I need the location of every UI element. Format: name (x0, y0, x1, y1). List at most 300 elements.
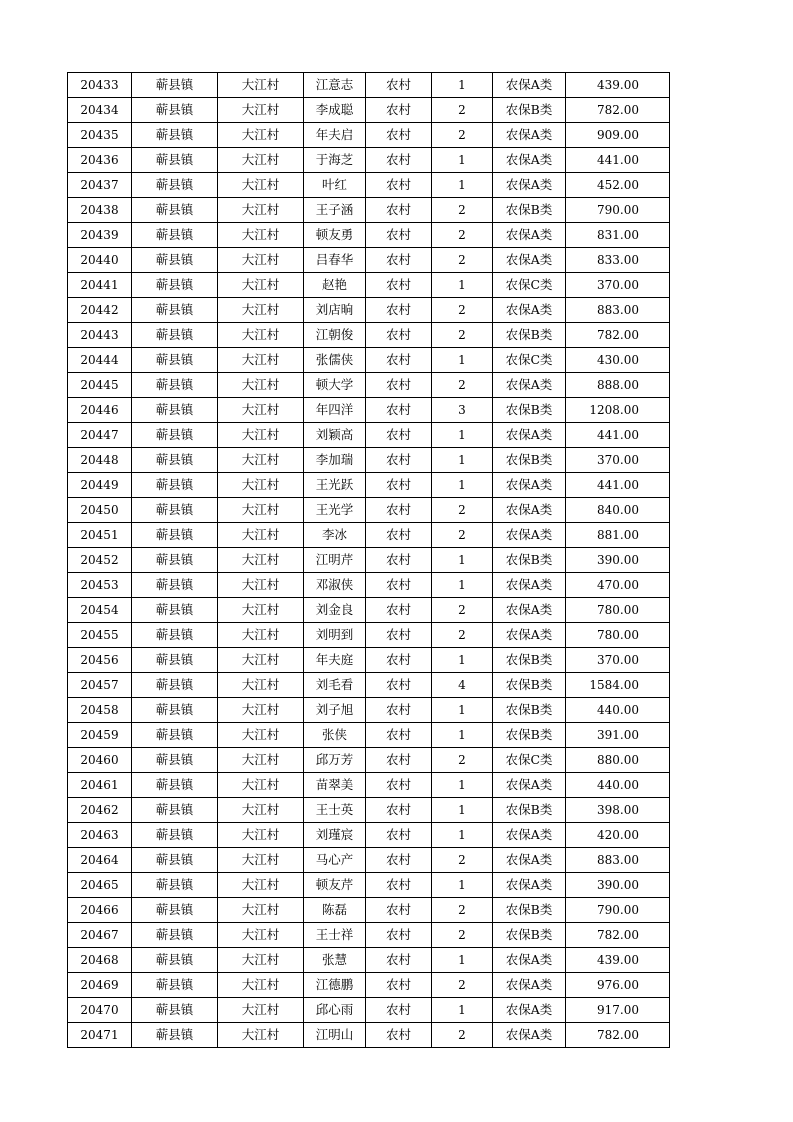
village-cell: 大江村 (218, 323, 304, 348)
table-row (68, 673, 670, 698)
count-cell: 1 (432, 423, 493, 448)
id-cell: 20464 (68, 848, 132, 873)
type-cell: 农村 (366, 548, 432, 573)
id-cell: 20445 (68, 373, 132, 398)
type-cell: 农村 (366, 1023, 432, 1048)
id-cell: 20434 (68, 98, 132, 123)
count-cell: 2 (432, 898, 493, 923)
count-cell: 1 (432, 823, 493, 848)
village-cell: 大江村 (218, 898, 304, 923)
town-cell: 蕲县镇 (132, 973, 218, 998)
type-cell: 农村 (366, 398, 432, 423)
town-cell: 蕲县镇 (132, 998, 218, 1023)
name-cell: 江德鹏 (304, 973, 366, 998)
id-cell: 20458 (68, 698, 132, 723)
table-row (68, 848, 670, 873)
table-row (68, 173, 670, 198)
table-row (68, 123, 670, 148)
town-cell: 蕲县镇 (132, 223, 218, 248)
category-cell: 农保A类 (493, 473, 566, 498)
name-cell: 邱心雨 (304, 998, 366, 1023)
category-cell: 农保A类 (493, 248, 566, 273)
village-cell: 大江村 (218, 523, 304, 548)
amount-cell: 782.00 (566, 1023, 670, 1048)
table-row (68, 348, 670, 373)
town-cell: 蕲县镇 (132, 273, 218, 298)
amount-cell: 1208.00 (566, 398, 670, 423)
village-cell: 大江村 (218, 348, 304, 373)
amount-cell: 390.00 (566, 873, 670, 898)
name-cell: 刘店晌 (304, 298, 366, 323)
category-cell: 农保C类 (493, 273, 566, 298)
table-row (68, 98, 670, 123)
name-cell: 张慧 (304, 948, 366, 973)
type-cell: 农村 (366, 973, 432, 998)
id-cell: 20452 (68, 548, 132, 573)
id-cell: 20457 (68, 673, 132, 698)
count-cell: 1 (432, 348, 493, 373)
table-row (68, 973, 670, 998)
table-row (68, 148, 670, 173)
amount-cell: 780.00 (566, 598, 670, 623)
type-cell: 农村 (366, 898, 432, 923)
name-cell: 吕春华 (304, 248, 366, 273)
category-cell: 农保B类 (493, 98, 566, 123)
count-cell: 2 (432, 198, 493, 223)
id-cell: 20449 (68, 473, 132, 498)
name-cell: 王光学 (304, 498, 366, 523)
amount-cell: 430.00 (566, 348, 670, 373)
amount-cell: 782.00 (566, 923, 670, 948)
amount-cell: 917.00 (566, 998, 670, 1023)
type-cell: 农村 (366, 173, 432, 198)
amount-cell: 440.00 (566, 698, 670, 723)
type-cell: 农村 (366, 923, 432, 948)
category-cell: 农保A类 (493, 598, 566, 623)
name-cell: 年四洋 (304, 398, 366, 423)
id-cell: 20438 (68, 198, 132, 223)
amount-cell: 452.00 (566, 173, 670, 198)
village-cell: 大江村 (218, 498, 304, 523)
name-cell: 江明山 (304, 1023, 366, 1048)
category-cell: 农保B类 (493, 398, 566, 423)
count-cell: 1 (432, 698, 493, 723)
town-cell: 蕲县镇 (132, 773, 218, 798)
count-cell: 2 (432, 223, 493, 248)
name-cell: 江意志 (304, 73, 366, 98)
name-cell: 年夫庭 (304, 648, 366, 673)
id-cell: 20469 (68, 973, 132, 998)
id-cell: 20465 (68, 873, 132, 898)
village-cell: 大江村 (218, 573, 304, 598)
category-cell: 农保A类 (493, 998, 566, 1023)
village-cell: 大江村 (218, 373, 304, 398)
name-cell: 刘毛看 (304, 673, 366, 698)
village-cell: 大江村 (218, 698, 304, 723)
id-cell: 20437 (68, 173, 132, 198)
town-cell: 蕲县镇 (132, 673, 218, 698)
amount-cell: 370.00 (566, 273, 670, 298)
table-row (68, 73, 670, 98)
village-cell: 大江村 (218, 998, 304, 1023)
amount-cell: 831.00 (566, 223, 670, 248)
id-cell: 20455 (68, 623, 132, 648)
name-cell: 叶红 (304, 173, 366, 198)
type-cell: 农村 (366, 848, 432, 873)
count-cell: 1 (432, 73, 493, 98)
amount-cell: 391.00 (566, 723, 670, 748)
type-cell: 农村 (366, 598, 432, 623)
name-cell: 王士英 (304, 798, 366, 823)
town-cell: 蕲县镇 (132, 298, 218, 323)
town-cell: 蕲县镇 (132, 323, 218, 348)
name-cell: 李冰 (304, 523, 366, 548)
name-cell: 张儒侠 (304, 348, 366, 373)
town-cell: 蕲县镇 (132, 173, 218, 198)
type-cell: 农村 (366, 423, 432, 448)
type-cell: 农村 (366, 623, 432, 648)
id-cell: 20463 (68, 823, 132, 848)
name-cell: 陈磊 (304, 898, 366, 923)
table-row (68, 423, 670, 448)
name-cell: 邱万芳 (304, 748, 366, 773)
amount-cell: 441.00 (566, 148, 670, 173)
amount-cell: 909.00 (566, 123, 670, 148)
town-cell: 蕲县镇 (132, 523, 218, 548)
count-cell: 2 (432, 1023, 493, 1048)
village-cell: 大江村 (218, 623, 304, 648)
count-cell: 2 (432, 848, 493, 873)
category-cell: 农保B类 (493, 673, 566, 698)
count-cell: 2 (432, 498, 493, 523)
town-cell: 蕲县镇 (132, 123, 218, 148)
category-cell: 农保B类 (493, 548, 566, 573)
village-cell: 大江村 (218, 473, 304, 498)
name-cell: 刘颖高 (304, 423, 366, 448)
village-cell: 大江村 (218, 73, 304, 98)
count-cell: 2 (432, 973, 493, 998)
data-table (67, 72, 670, 1048)
amount-cell: 790.00 (566, 198, 670, 223)
name-cell: 王子涵 (304, 198, 366, 223)
id-cell: 20435 (68, 123, 132, 148)
name-cell: 王士祥 (304, 923, 366, 948)
amount-cell: 840.00 (566, 498, 670, 523)
id-cell: 20440 (68, 248, 132, 273)
village-cell: 大江村 (218, 148, 304, 173)
name-cell: 顿友芹 (304, 873, 366, 898)
id-cell: 20446 (68, 398, 132, 423)
count-cell: 2 (432, 623, 493, 648)
count-cell: 4 (432, 673, 493, 698)
village-cell: 大江村 (218, 598, 304, 623)
name-cell: 王光跃 (304, 473, 366, 498)
category-cell: 农保A类 (493, 573, 566, 598)
town-cell: 蕲县镇 (132, 248, 218, 273)
count-cell: 2 (432, 598, 493, 623)
table-row (68, 998, 670, 1023)
category-cell: 农保B类 (493, 798, 566, 823)
town-cell: 蕲县镇 (132, 748, 218, 773)
count-cell: 2 (432, 923, 493, 948)
type-cell: 农村 (366, 448, 432, 473)
village-cell: 大江村 (218, 98, 304, 123)
category-cell: 农保B类 (493, 198, 566, 223)
town-cell: 蕲县镇 (132, 423, 218, 448)
count-cell: 2 (432, 123, 493, 148)
table-row (68, 198, 670, 223)
type-cell: 农村 (366, 73, 432, 98)
name-cell: 顿大学 (304, 373, 366, 398)
type-cell: 农村 (366, 123, 432, 148)
category-cell: 农保A类 (493, 498, 566, 523)
amount-cell: 420.00 (566, 823, 670, 848)
name-cell: 江明芹 (304, 548, 366, 573)
town-cell: 蕲县镇 (132, 623, 218, 648)
name-cell: 刘明到 (304, 623, 366, 648)
name-cell: 刘子旭 (304, 698, 366, 723)
town-cell: 蕲县镇 (132, 373, 218, 398)
table-row (68, 723, 670, 748)
name-cell: 刘瑾宸 (304, 823, 366, 848)
town-cell: 蕲县镇 (132, 848, 218, 873)
table-row (68, 1023, 670, 1048)
id-cell: 20462 (68, 798, 132, 823)
category-cell: 农保A类 (493, 423, 566, 448)
id-cell: 20467 (68, 923, 132, 948)
type-cell: 农村 (366, 648, 432, 673)
category-cell: 农保A类 (493, 373, 566, 398)
count-cell: 1 (432, 648, 493, 673)
table-row (68, 473, 670, 498)
type-cell: 农村 (366, 573, 432, 598)
type-cell: 农村 (366, 723, 432, 748)
amount-cell: 470.00 (566, 573, 670, 598)
name-cell: 苗翠美 (304, 773, 366, 798)
id-cell: 20441 (68, 273, 132, 298)
village-cell: 大江村 (218, 223, 304, 248)
table-row (68, 273, 670, 298)
table-row (68, 623, 670, 648)
amount-cell: 398.00 (566, 798, 670, 823)
table-row (68, 248, 670, 273)
amount-cell: 1584.00 (566, 673, 670, 698)
type-cell: 农村 (366, 473, 432, 498)
table-row (68, 948, 670, 973)
amount-cell: 883.00 (566, 298, 670, 323)
village-cell: 大江村 (218, 123, 304, 148)
count-cell: 1 (432, 548, 493, 573)
village-cell: 大江村 (218, 873, 304, 898)
count-cell: 1 (432, 873, 493, 898)
category-cell: 农保A类 (493, 223, 566, 248)
category-cell: 农保A类 (493, 623, 566, 648)
town-cell: 蕲县镇 (132, 948, 218, 973)
table-row (68, 398, 670, 423)
amount-cell: 439.00 (566, 73, 670, 98)
id-cell: 20451 (68, 523, 132, 548)
count-cell: 1 (432, 473, 493, 498)
id-cell: 20447 (68, 423, 132, 448)
village-cell: 大江村 (218, 673, 304, 698)
count-cell: 1 (432, 148, 493, 173)
amount-cell: 441.00 (566, 423, 670, 448)
amount-cell: 976.00 (566, 973, 670, 998)
town-cell: 蕲县镇 (132, 898, 218, 923)
category-cell: 农保B类 (493, 323, 566, 348)
category-cell: 农保A类 (493, 123, 566, 148)
amount-cell: 370.00 (566, 448, 670, 473)
amount-cell: 880.00 (566, 748, 670, 773)
category-cell: 农保A类 (493, 173, 566, 198)
category-cell: 农保A类 (493, 773, 566, 798)
village-cell: 大江村 (218, 823, 304, 848)
village-cell: 大江村 (218, 198, 304, 223)
type-cell: 农村 (366, 873, 432, 898)
amount-cell: 439.00 (566, 948, 670, 973)
amount-cell: 782.00 (566, 323, 670, 348)
id-cell: 20471 (68, 1023, 132, 1048)
id-cell: 20461 (68, 773, 132, 798)
category-cell: 农保B类 (493, 898, 566, 923)
village-cell: 大江村 (218, 773, 304, 798)
name-cell: 李成聪 (304, 98, 366, 123)
village-cell: 大江村 (218, 923, 304, 948)
town-cell: 蕲县镇 (132, 473, 218, 498)
town-cell: 蕲县镇 (132, 823, 218, 848)
table-body (68, 73, 670, 1048)
town-cell: 蕲县镇 (132, 198, 218, 223)
type-cell: 农村 (366, 798, 432, 823)
type-cell: 农村 (366, 98, 432, 123)
village-cell: 大江村 (218, 723, 304, 748)
amount-cell: 390.00 (566, 548, 670, 573)
id-cell: 20454 (68, 598, 132, 623)
amount-cell: 782.00 (566, 98, 670, 123)
count-cell: 2 (432, 373, 493, 398)
village-cell: 大江村 (218, 948, 304, 973)
type-cell: 农村 (366, 673, 432, 698)
id-cell: 20444 (68, 348, 132, 373)
count-cell: 3 (432, 398, 493, 423)
id-cell: 20439 (68, 223, 132, 248)
amount-cell: 780.00 (566, 623, 670, 648)
amount-cell: 833.00 (566, 248, 670, 273)
table-row (68, 298, 670, 323)
type-cell: 农村 (366, 498, 432, 523)
count-cell: 2 (432, 523, 493, 548)
type-cell: 农村 (366, 148, 432, 173)
name-cell: 李加瑞 (304, 448, 366, 473)
id-cell: 20436 (68, 148, 132, 173)
category-cell: 农保A类 (493, 948, 566, 973)
count-cell: 1 (432, 173, 493, 198)
category-cell: 农保A类 (493, 823, 566, 848)
village-cell: 大江村 (218, 648, 304, 673)
town-cell: 蕲县镇 (132, 873, 218, 898)
type-cell: 农村 (366, 373, 432, 398)
category-cell: 农保B类 (493, 648, 566, 673)
category-cell: 农保A类 (493, 148, 566, 173)
village-cell: 大江村 (218, 848, 304, 873)
town-cell: 蕲县镇 (132, 98, 218, 123)
village-cell: 大江村 (218, 298, 304, 323)
id-cell: 20460 (68, 748, 132, 773)
type-cell: 农村 (366, 998, 432, 1023)
id-cell: 20468 (68, 948, 132, 973)
count-cell: 1 (432, 573, 493, 598)
count-cell: 1 (432, 273, 493, 298)
name-cell: 马心产 (304, 848, 366, 873)
village-cell: 大江村 (218, 398, 304, 423)
amount-cell: 440.00 (566, 773, 670, 798)
town-cell: 蕲县镇 (132, 398, 218, 423)
category-cell: 农保C类 (493, 348, 566, 373)
type-cell: 农村 (366, 823, 432, 848)
amount-cell: 888.00 (566, 373, 670, 398)
village-cell: 大江村 (218, 798, 304, 823)
town-cell: 蕲县镇 (132, 1023, 218, 1048)
category-cell: 农保A类 (493, 848, 566, 873)
table-row (68, 598, 670, 623)
id-cell: 20433 (68, 73, 132, 98)
amount-cell: 790.00 (566, 898, 670, 923)
id-cell: 20466 (68, 898, 132, 923)
town-cell: 蕲县镇 (132, 723, 218, 748)
table-row (68, 373, 670, 398)
name-cell: 年夫启 (304, 123, 366, 148)
count-cell: 1 (432, 998, 493, 1023)
name-cell: 江朝俊 (304, 323, 366, 348)
id-cell: 20450 (68, 498, 132, 523)
village-cell: 大江村 (218, 748, 304, 773)
table-row (68, 698, 670, 723)
type-cell: 农村 (366, 348, 432, 373)
type-cell: 农村 (366, 523, 432, 548)
town-cell: 蕲县镇 (132, 348, 218, 373)
count-cell: 1 (432, 798, 493, 823)
town-cell: 蕲县镇 (132, 698, 218, 723)
town-cell: 蕲县镇 (132, 648, 218, 673)
table-row (68, 923, 670, 948)
category-cell: 农保A类 (493, 1023, 566, 1048)
town-cell: 蕲县镇 (132, 923, 218, 948)
table-row (68, 773, 670, 798)
category-cell: 农保A类 (493, 973, 566, 998)
category-cell: 农保A类 (493, 523, 566, 548)
count-cell: 1 (432, 448, 493, 473)
town-cell: 蕲县镇 (132, 573, 218, 598)
type-cell: 农村 (366, 748, 432, 773)
table-row (68, 498, 670, 523)
id-cell: 20470 (68, 998, 132, 1023)
town-cell: 蕲县镇 (132, 598, 218, 623)
name-cell: 于海芝 (304, 148, 366, 173)
town-cell: 蕲县镇 (132, 798, 218, 823)
town-cell: 蕲县镇 (132, 148, 218, 173)
town-cell: 蕲县镇 (132, 448, 218, 473)
village-cell: 大江村 (218, 273, 304, 298)
table-row (68, 573, 670, 598)
table-row (68, 648, 670, 673)
table-row (68, 523, 670, 548)
category-cell: 农保A类 (493, 298, 566, 323)
amount-cell: 881.00 (566, 523, 670, 548)
category-cell: 农保B类 (493, 698, 566, 723)
category-cell: 农保B类 (493, 923, 566, 948)
type-cell: 农村 (366, 198, 432, 223)
village-cell: 大江村 (218, 248, 304, 273)
